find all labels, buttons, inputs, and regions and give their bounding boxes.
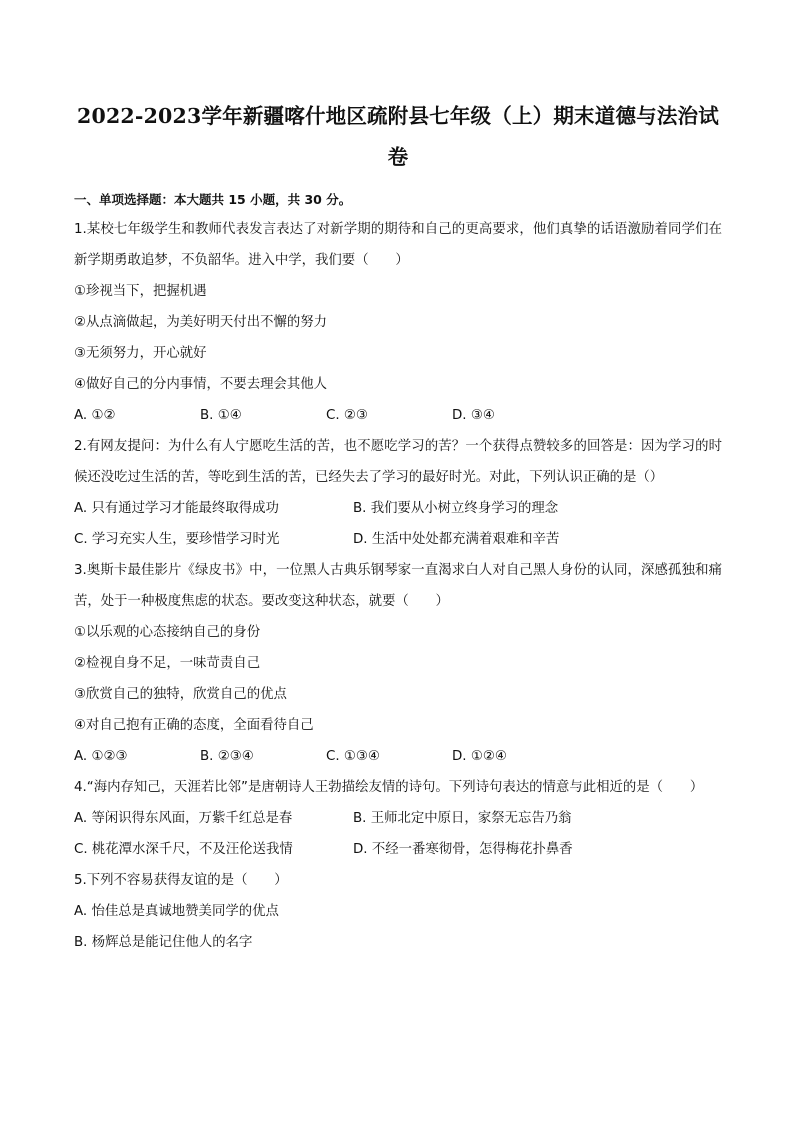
answer-options-row bbox=[74, 524, 722, 555]
option-b: B. 我们要从小树立终身学习的理念 bbox=[353, 501, 559, 516]
question-3 bbox=[74, 555, 722, 772]
statement-item: ①以乐观的心态接纳自己的身份 bbox=[74, 625, 261, 640]
statement-item: ④做好自己的分内事情，不要去理会其他人 bbox=[74, 377, 328, 392]
section-heading: 一、单项选择题：本大题共 15 小题，共 30 分。 bbox=[74, 192, 352, 207]
title-line-1: 2022-2023学年新疆喀什地区疏附县七年级（上）期末道德与法治试 bbox=[77, 104, 719, 128]
question-2 bbox=[74, 431, 722, 555]
answer-options bbox=[74, 741, 722, 772]
question-1 bbox=[74, 214, 722, 431]
option-d: D. 不经一番寒彻骨，怎得梅花扑鼻香 bbox=[353, 842, 573, 857]
statement-item: ③无须努力，开心就好 bbox=[74, 346, 207, 361]
statement-item: ①珍视当下，把握机遇 bbox=[74, 284, 207, 299]
title-line-2: 卷 bbox=[387, 145, 409, 169]
statement-item: ③欣赏自己的独特，欣赏自己的优点 bbox=[74, 687, 287, 702]
answer-options-row bbox=[74, 834, 722, 865]
option-c: C. ①③④ bbox=[326, 749, 380, 764]
option-b: B. 王师北定中原日，家祭无忘告乃翁 bbox=[353, 811, 572, 826]
option-b: B. ①④ bbox=[200, 408, 242, 423]
option-b: B. 杨辉总是能记住他人的名字 bbox=[74, 935, 253, 950]
option-c: C. 桃花潭水深千尺，不及汪伦送我情 bbox=[74, 842, 293, 857]
statement-item: ②检视自身不足，一味苛责自己 bbox=[74, 656, 261, 671]
option-a: A. 怡佳总是真诚地赞美同学的优点 bbox=[74, 904, 279, 919]
option-a: A. 只有通过学习才能最终取得成功 bbox=[74, 501, 279, 516]
option-a: A. ①② bbox=[74, 408, 116, 423]
question-stem: 1.某校七年级学生和教师代表发言表达了对新学期的期待和自己的更高要求，他们真挚的话语激励着同学们在新学期勇敢追梦，不负韶华。进入中学，我们要（ ） bbox=[74, 222, 722, 268]
option-b: B. ②③④ bbox=[200, 749, 254, 764]
question-stem: 2.有网友提问：为什么有人宁愿吃生活的苦，也不愿吃学习的苦？一个获得点赞较多的回答是：因为学习的时候还没吃过生活的苦，等吃到生活的苦，已经失去了学习的最好时光。对此，下列认识正确的是（） bbox=[74, 439, 722, 485]
option-d: D. ①②④ bbox=[452, 749, 507, 764]
option-a: A. ①②③ bbox=[74, 749, 128, 764]
answer-options-row bbox=[74, 493, 722, 524]
page-title bbox=[74, 96, 722, 178]
option-d: D. 生活中处处都充满着艰难和辛苦 bbox=[353, 532, 560, 547]
answer-options bbox=[74, 400, 722, 431]
option-a: A. 等闲识得东风面，万紫千红总是春 bbox=[74, 811, 293, 826]
answer-options-row bbox=[74, 803, 722, 834]
question-stem: 4.“海内存知己，天涯若比邻”是唐朝诗人王勃描绘友情的诗句。下列诗句表达的情意与此相近的是（ ） bbox=[74, 780, 704, 795]
option-d: D. ③④ bbox=[452, 408, 495, 423]
statement-item: ④对自己抱有正确的态度，全面看待自己 bbox=[74, 718, 314, 733]
question-5 bbox=[74, 865, 722, 958]
question-4 bbox=[74, 772, 722, 865]
question-stem: 3.奥斯卡最佳影片《绿皮书》中，一位黑人古典乐钢琴家一直渴求白人对自己黑人身份的认同，深感孤独和痛苦，处于一种极度焦虑的状态。要改变这种状态，就要（ ） bbox=[74, 563, 722, 609]
statement-item: ②从点滴做起，为美好明天付出不懈的努力 bbox=[74, 315, 328, 330]
option-c: C. ②③ bbox=[326, 408, 368, 423]
question-stem: 5.下列不容易获得友谊的是（ ） bbox=[74, 873, 288, 888]
option-c: C. 学习充实人生，要珍惜学习时光 bbox=[74, 532, 280, 547]
